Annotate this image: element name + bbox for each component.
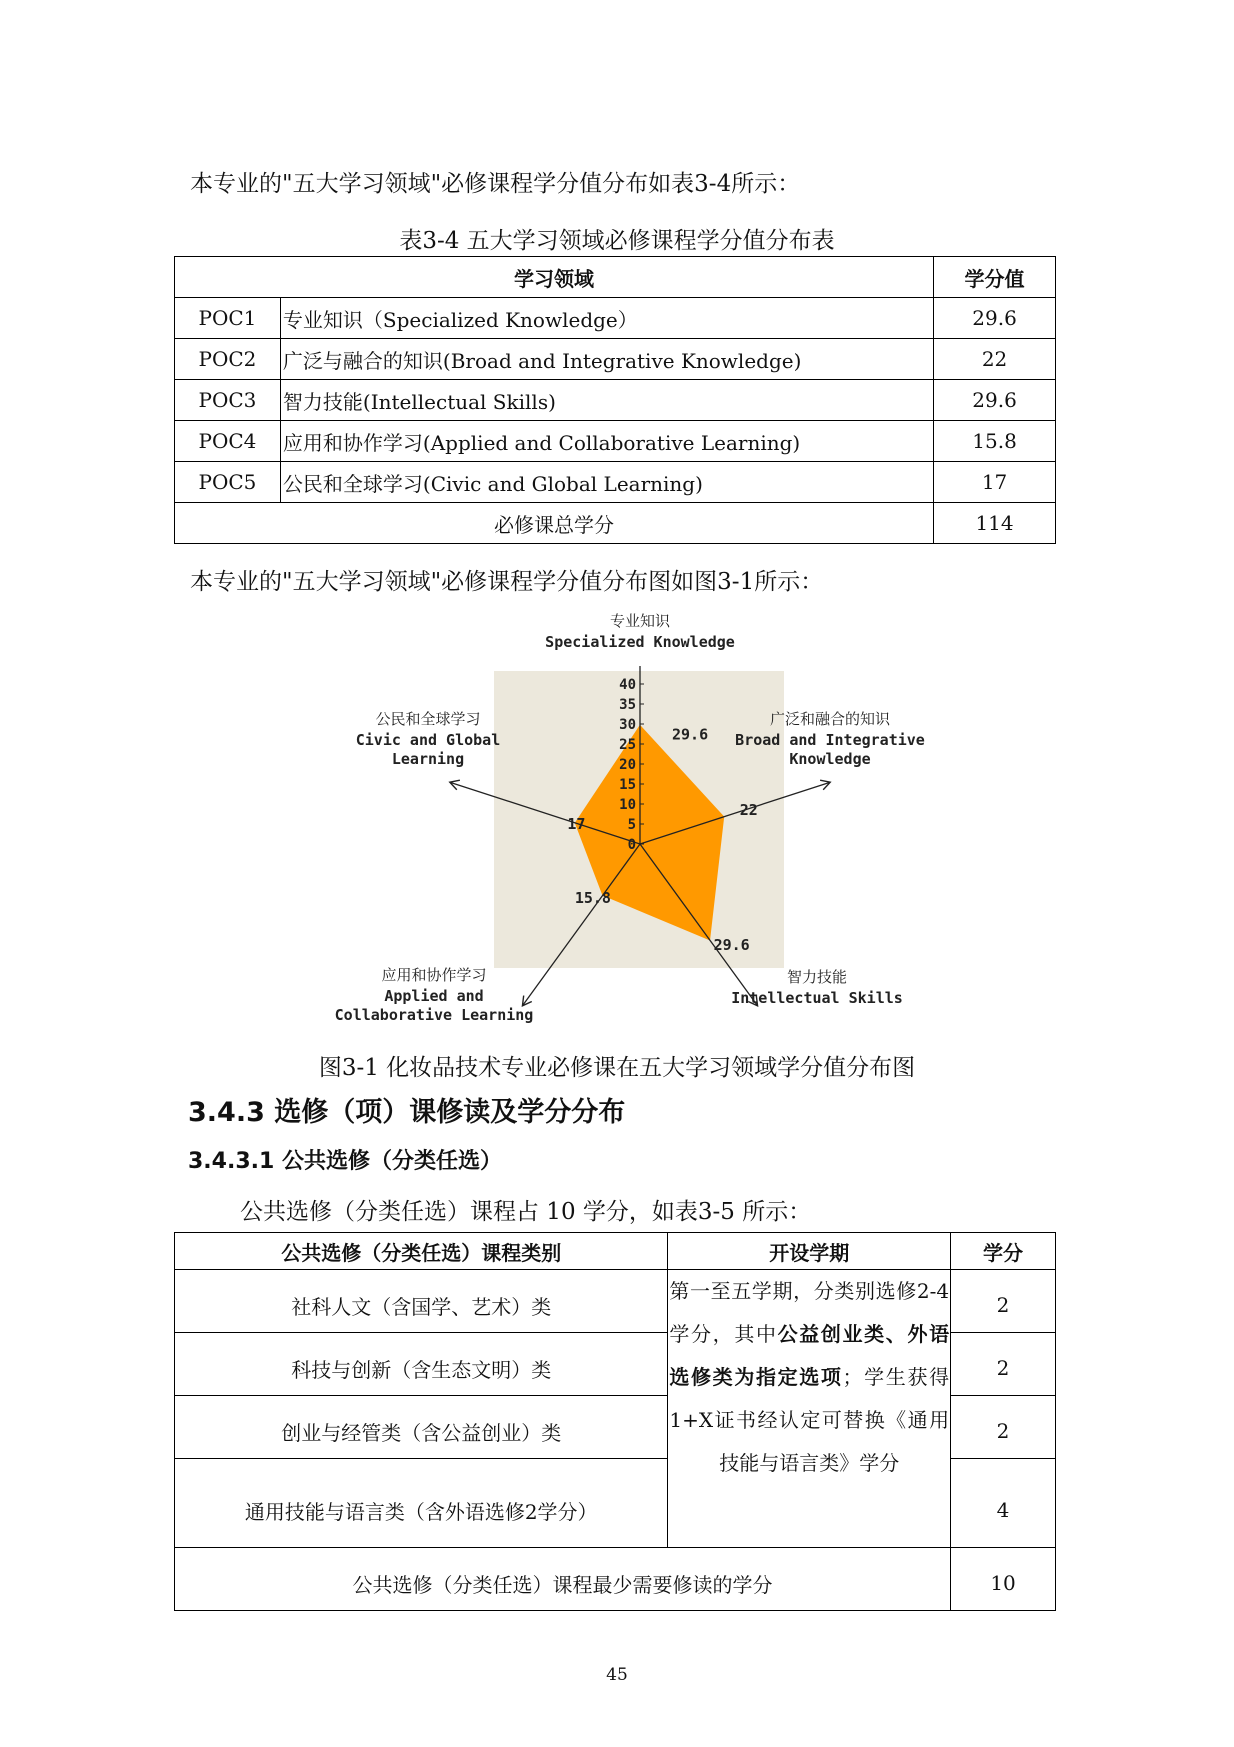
total-label: 公共选修（分类任选）课程最少需要修读的学分 bbox=[175, 1548, 951, 1611]
row-code: POC1 bbox=[175, 298, 281, 339]
row-category: 创业与经管类（含公益创业）类 bbox=[175, 1396, 668, 1459]
table-row bbox=[175, 1270, 1056, 1333]
page-number: 45 bbox=[606, 1665, 628, 1685]
row-name: 智力技能(Intellectual Skills) bbox=[280, 380, 933, 421]
axis-name-cn: 广泛和融合的知识 bbox=[769, 710, 891, 728]
axis-name-en: Learning bbox=[391, 750, 465, 768]
term-note-part1: 第一至五学期，分类别选修2-4学分，其中 bbox=[669, 1279, 950, 1346]
row-code: POC5 bbox=[175, 462, 281, 503]
row-credit: 2 bbox=[951, 1270, 1056, 1333]
term-note-cell bbox=[668, 1270, 951, 1548]
tick-label: 5 bbox=[627, 817, 636, 833]
axis-name-en: Collaborative Learning bbox=[334, 1006, 534, 1024]
table-3-4-caption: 表3-4 五大学习领域必修课程学分值分布表 bbox=[399, 228, 835, 254]
intro-paragraph-3: 公共选修（分类任选）课程占 10 学分，如表3-5 所示： bbox=[240, 1199, 812, 1225]
row-name: 广泛与融合的知识(Broad and Integrative Knowledge) bbox=[280, 339, 933, 380]
tick-label: 15 bbox=[619, 777, 636, 793]
tick-label: 30 bbox=[619, 717, 636, 733]
axis-name-cn: 公民和全球学习 bbox=[375, 710, 481, 728]
credit-distribution-table bbox=[174, 256, 1056, 544]
value-label: 17 bbox=[567, 814, 586, 833]
tick-label: 25 bbox=[619, 737, 636, 753]
table-total-row bbox=[175, 503, 1056, 544]
axis-name-en: Knowledge bbox=[789, 750, 871, 768]
row-category: 社科人文（含国学、艺术）类 bbox=[175, 1270, 668, 1333]
header-term: 开设学期 bbox=[668, 1233, 951, 1270]
row-credit: 2 bbox=[951, 1333, 1056, 1396]
term-note-part2: ；学生获得1+X证书经认定可替换《通用技能与语言类》学分 bbox=[669, 1365, 950, 1475]
row-code: POC3 bbox=[175, 380, 281, 421]
table-row bbox=[175, 421, 1056, 462]
table-row bbox=[175, 298, 1056, 339]
table-row bbox=[175, 462, 1056, 503]
radar-chart bbox=[330, 606, 950, 1036]
tick-label: 20 bbox=[619, 757, 636, 773]
total-label: 必修课总学分 bbox=[175, 503, 934, 544]
row-name: 应用和协作学习(Applied and Collaborative Learning) bbox=[280, 421, 933, 462]
total-value: 114 bbox=[934, 503, 1056, 544]
header-credit: 学分 bbox=[951, 1233, 1056, 1270]
row-value: 29.6 bbox=[934, 298, 1056, 339]
table-header-row bbox=[175, 257, 1056, 298]
row-code: POC2 bbox=[175, 339, 281, 380]
axis-name-en: Civic and Global bbox=[355, 731, 501, 749]
row-name: 公民和全球学习(Civic and Global Learning) bbox=[280, 462, 933, 503]
row-code: POC4 bbox=[175, 421, 281, 462]
tick-label: 10 bbox=[619, 797, 636, 813]
public-elective-table bbox=[174, 1232, 1056, 1611]
table-total-row bbox=[175, 1548, 1056, 1611]
table-header-row bbox=[175, 1233, 1056, 1270]
section-heading-3-4-3-1: 3.4.3.1 公共选修（分类任选） bbox=[188, 1149, 502, 1174]
axis-name-cn: 应用和协作学习 bbox=[381, 966, 487, 984]
figure-caption: 图3-1 化妆品技术专业必修课在五大学习领域学分值分布图 bbox=[318, 1055, 916, 1081]
row-credit: 4 bbox=[951, 1459, 1056, 1548]
intro-paragraph-2: 本专业的"五大学习领域"必修课程学分值分布图如图3-1所示： bbox=[190, 569, 824, 595]
value-label: 15.8 bbox=[574, 889, 611, 908]
header-category: 公共选修（分类任选）课程类别 bbox=[175, 1233, 668, 1270]
table-row bbox=[175, 380, 1056, 421]
row-category: 通用技能与语言类（含外语选修2学分） bbox=[175, 1459, 668, 1548]
value-label: 29.6 bbox=[672, 725, 709, 744]
axis-name-cn: 智力技能 bbox=[786, 968, 848, 986]
row-value: 17 bbox=[934, 462, 1056, 503]
value-label: 22 bbox=[739, 800, 758, 819]
row-value: 22 bbox=[934, 339, 1056, 380]
row-credit: 2 bbox=[951, 1396, 1056, 1459]
row-name: 专业知识（Specialized Knowledge） bbox=[280, 298, 933, 339]
tick-label: 40 bbox=[619, 677, 636, 693]
row-category: 科技与创新（含生态文明）类 bbox=[175, 1333, 668, 1396]
tick-label: 0 bbox=[627, 837, 636, 853]
intro-paragraph-1: 本专业的"五大学习领域"必修课程学分值分布如表3-4所示： bbox=[190, 171, 801, 197]
axis-name-en: Broad and Integrative bbox=[735, 731, 925, 749]
axis-name-en: Applied and bbox=[384, 987, 484, 1005]
row-value: 15.8 bbox=[934, 421, 1056, 462]
axis-name-en: Specialized Knowledge bbox=[545, 633, 735, 651]
section-heading-3-4-3: 3.4.3 选修（项）课修读及学分分布 bbox=[188, 1097, 626, 1128]
table-row bbox=[175, 339, 1056, 380]
header-domain: 学习领域 bbox=[175, 257, 934, 298]
header-value: 学分值 bbox=[934, 257, 1056, 298]
axis-name-cn: 专业知识 bbox=[609, 612, 671, 630]
row-value: 29.6 bbox=[934, 380, 1056, 421]
value-label: 29.6 bbox=[713, 935, 750, 954]
term-note-bold: 公益创业类、外语选修类为指定选项 bbox=[669, 1322, 950, 1389]
total-value: 10 bbox=[951, 1548, 1056, 1611]
tick-label: 35 bbox=[619, 697, 636, 713]
axis-name-en: Intellectual Skills bbox=[731, 989, 903, 1007]
